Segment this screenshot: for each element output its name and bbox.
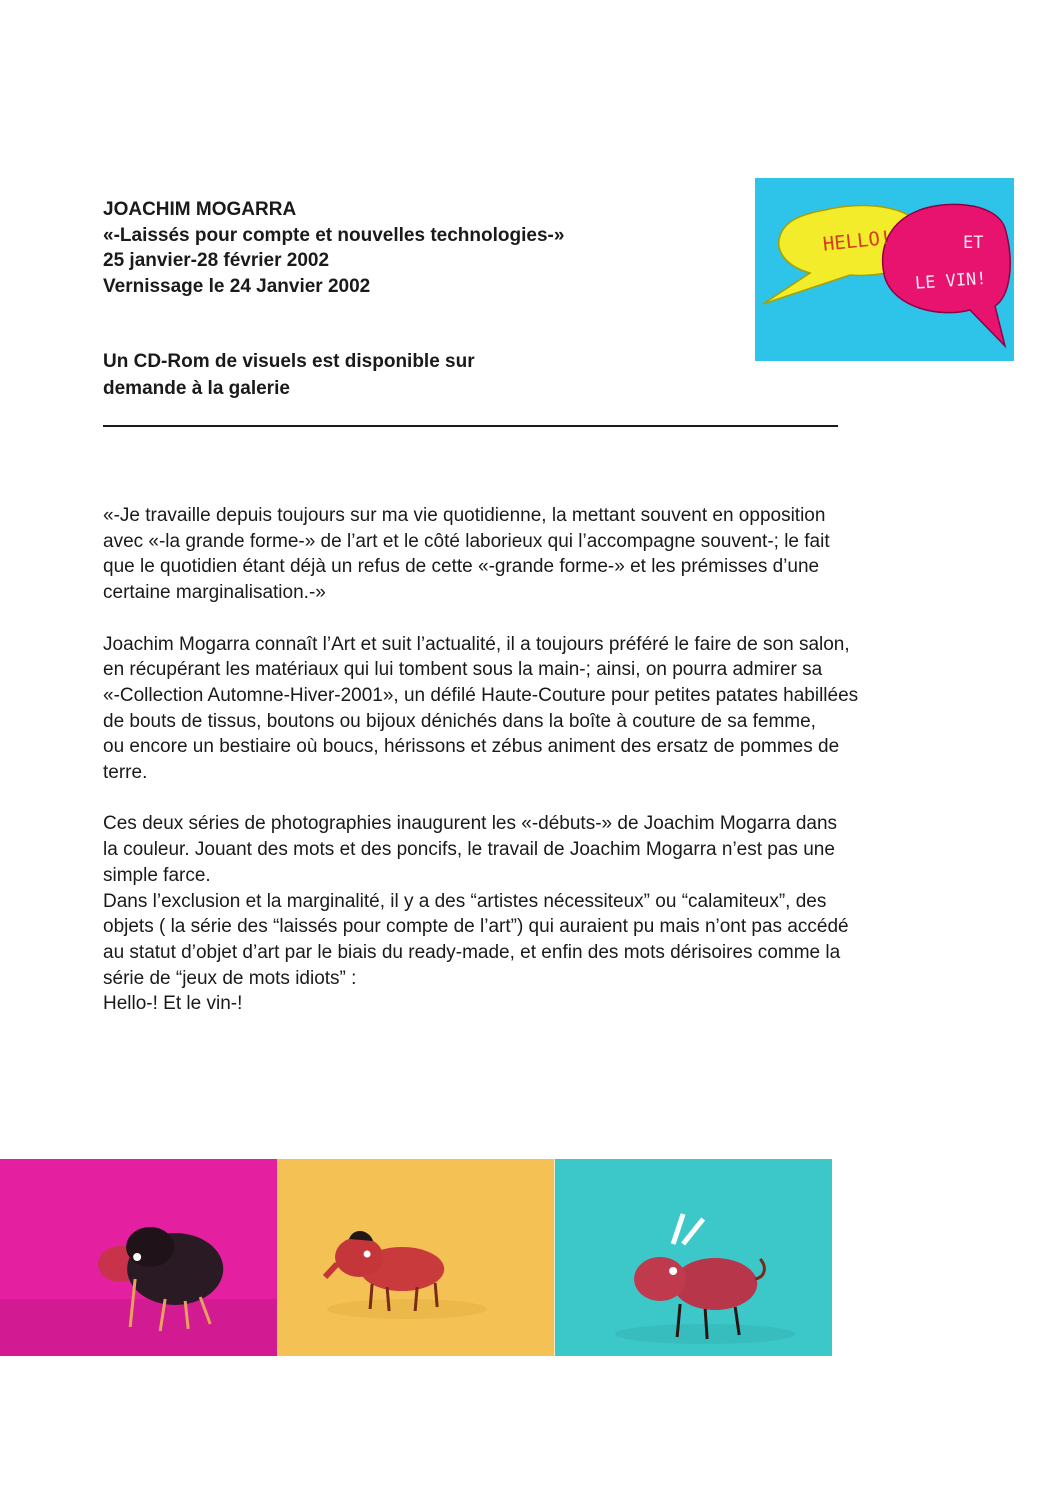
speech-bubbles-image xyxy=(755,178,1014,361)
text-line: «-Je travaille depuis toujours sur ma vie quotidienne, la mettant souvent en opposition xyxy=(103,505,826,526)
text-line: la couleur. Jouant des mots et des poncifs, le travail de Joachim Mogarra n’est pas une xyxy=(103,839,835,861)
text-line: au statut d’objet d’art par le biais du ready-made, et enfin des mots dérisoires comme la xyxy=(103,941,841,963)
photo-black-wool-creature xyxy=(0,1159,277,1356)
cdrom-notice xyxy=(103,348,723,402)
text-line: simple farce. xyxy=(103,864,211,886)
text-line: ou encore un bestiaire où boucs, hérissons et zébus animent des ersatz de pommes de xyxy=(103,736,840,758)
text-line: Ces deux séries de photographies inaugurent les «-débuts-» de Joachim Mogarra dans xyxy=(103,813,838,835)
paragraph-quote xyxy=(103,503,973,606)
text-line: Joachim Mogarra connaît l’Art et suit l’actualité, il a toujours préféré le faire de son salon, xyxy=(103,633,850,655)
hello-et-le-vin-artwork xyxy=(755,178,1014,361)
text-line: Hello-! Et le vin-! xyxy=(103,993,243,1015)
cdrom-line-1: Un CD-Rom de visuels est disponible sur xyxy=(103,351,475,372)
text-line: de bouts de tissus, boutons ou bijoux dénichés dans la boîte à couture de sa femme, xyxy=(103,710,816,732)
text-line: «-Collection Automne-Hiver-2001», un défilé Haute-Couture pour petites patates habillées xyxy=(103,684,859,706)
text-line: certaine marginalisation.-» xyxy=(103,582,326,604)
photo-zebu-creature xyxy=(555,1159,832,1356)
text-line: Dans l’exclusion et la marginalité, il y a des “artistes nécessiteux” ou “calamiteux”, des xyxy=(103,890,827,912)
press-release-body xyxy=(103,503,973,1017)
text-line: que le quotidien étant déjà un refus de cette «-grande forme-» et les prémisses d’une xyxy=(103,556,820,578)
text-line: terre. xyxy=(103,762,148,784)
vernissage-date: Vernissage le 24 Janvier 2002 xyxy=(103,275,371,297)
text-line: en récupérant les matériaux qui lui tombent sous la main-; ainsi, on pourra admirer sa xyxy=(103,659,823,681)
cdrom-line-2: demande à la galerie xyxy=(103,378,290,399)
photo-pig-creature xyxy=(277,1159,554,1356)
et-lettering: ET xyxy=(963,233,984,253)
hello-lettering: HELLO! xyxy=(821,226,893,256)
exhibition-header xyxy=(103,197,723,299)
paragraph-series xyxy=(103,811,973,1017)
exhibition-title: «-Laissés pour compte et nouvelles technologies-» xyxy=(103,224,565,246)
divider-rule xyxy=(103,425,838,427)
exhibition-dates: 25 janvier-28 février 2002 xyxy=(103,250,330,271)
paragraph-collection xyxy=(103,632,973,786)
le-vin-lettering: LE VIN! xyxy=(914,268,988,294)
photo-strip xyxy=(0,1159,832,1356)
text-line: série de “jeux de mots idiots” : xyxy=(103,967,357,989)
text-line: objets ( la série des “laissés pour compte de l’art”) qui auraient pu mais n’ont pas accédé xyxy=(103,916,849,938)
artist-name: JOACHIM MOGARRA xyxy=(103,199,297,220)
text-line: avec «-la grande forme-» de l’art et le côté laborieux qui l’accompagne souvent-; le fait xyxy=(103,530,830,552)
